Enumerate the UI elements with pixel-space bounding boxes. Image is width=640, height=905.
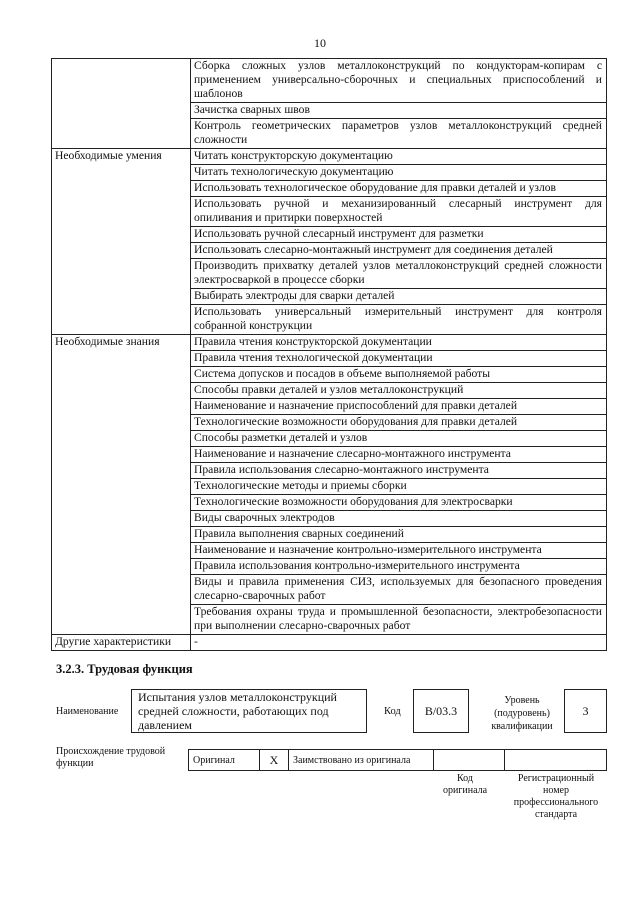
- knowledge-item: Наименование и назначение приспособлений для правки деталей: [191, 399, 607, 415]
- function-name-value: Испытания узлов металлоконструкций средней сложности, работающих под давлением: [138, 690, 337, 732]
- action-row: [52, 59, 607, 103]
- knowledge-item: Правила чтения конструкторской документации: [191, 335, 607, 351]
- level-value: 3: [582, 703, 589, 718]
- section-title: 3.2.3. Трудовая функция: [56, 662, 193, 676]
- skill-item: Использовать ручной слесарный инструмент для разметки: [191, 227, 607, 243]
- skill-item: Читать технологическую документацию: [191, 165, 607, 181]
- knowledge-row: [52, 335, 607, 351]
- skill-item: Читать конструкторскую документацию: [191, 149, 607, 165]
- knowledge-item: Виды сварочных электродов: [191, 511, 607, 527]
- knowledge-item: Правила чтения технологической документации: [191, 351, 607, 367]
- page-number: 10: [314, 36, 326, 50]
- knowledge-item: Наименование и назначение слесарно-монтажного инструмента: [191, 447, 607, 463]
- code-value: B/03.3: [424, 703, 458, 718]
- action-item: Контроль геометрических параметров узлов металлоконструкций средней сложности: [191, 119, 607, 149]
- knowledge-item: Правила использования контрольно-измерительного инструмента: [191, 559, 607, 575]
- origin-code-cell: [434, 750, 505, 771]
- original-label: Оригинал: [193, 754, 235, 766]
- skill-label: Необходимые умения: [52, 149, 191, 335]
- function-name-box: [131, 689, 367, 733]
- skill-item: Использовать слесарно-монтажный инструмент для соединения деталей: [191, 243, 607, 259]
- knowledge-item: Способы правки деталей и узлов металлоконструкций: [191, 383, 607, 399]
- original-mark-cell: [260, 750, 289, 771]
- skill-row: [52, 149, 607, 165]
- action-item: Сборка сложных узлов металлоконструкций по кондукторам-копирам с применением универсально-сборочных и специальных приспособлений и шаблонов: [191, 59, 607, 103]
- knowledge-item: Требования охраны труда и промышленной безопасности, электробезопасности при выполнении слесарно-сварочных работ: [191, 605, 607, 635]
- borrowed-label: Заимствовано из оригинала: [293, 754, 411, 766]
- skill-item: Использовать ручной и механизированный слесарный инструмент для опиливания и притирки поверхностей: [191, 197, 607, 227]
- knowledge-item: Система допусков и посадов в объеме выполняемой работы: [191, 367, 607, 383]
- skill-item: Использовать технологическое оборудование для правки деталей и узлов: [191, 181, 607, 197]
- knowledge-item: Способы разметки деталей и узлов: [191, 431, 607, 447]
- other-value: -: [191, 635, 607, 651]
- knowledge-item: Виды и правила применения СИЗ, используемых для безопасного проведения слесарно-сварочных работ: [191, 575, 607, 605]
- action-item: Зачистка сварных швов: [191, 103, 607, 119]
- other-row: [52, 635, 607, 651]
- knowledge-label: Необходимые знания: [52, 335, 191, 635]
- borrowed-label-cell: [289, 750, 434, 771]
- other-label: Другие характеристики: [52, 635, 191, 651]
- competency-table: [51, 58, 607, 651]
- skill-item: Использовать универсальный измерительный инструмент для контроля собранной конструкции: [191, 305, 607, 335]
- skill-item: Выбирать электроды для сварки деталей: [191, 289, 607, 305]
- reg-number-caption: Регистрационный номер профессионального стандарта: [513, 773, 599, 820]
- code-box: [413, 689, 469, 733]
- knowledge-item: Правила выполнения сварных соединений: [191, 527, 607, 543]
- code-label: Код: [384, 706, 401, 717]
- reg-number-cell: [505, 750, 607, 771]
- level-box: [564, 689, 607, 733]
- origin-code-caption: Код оригинала: [442, 773, 488, 796]
- name-label: Наименование: [56, 706, 119, 717]
- knowledge-item: Правила использования слесарно-монтажного инструмента: [191, 463, 607, 479]
- knowledge-item: Наименование и назначение контрольно-измерительного инструмента: [191, 543, 607, 559]
- original-label-cell: [189, 750, 260, 771]
- origin-table: [188, 749, 607, 771]
- level-label: Уровень (подуровень) квалификации: [491, 695, 553, 732]
- origin-label: Происхождение трудовой функции: [56, 746, 166, 769]
- skill-item: Производить прихватку деталей узлов металлоконструкций средней сложности электросваркой в процессе сборки: [191, 259, 607, 289]
- knowledge-item: Технологические возможности оборудования для правки деталей: [191, 415, 607, 431]
- original-mark: X: [269, 752, 279, 767]
- knowledge-item: Технологические возможности оборудования для электросварки: [191, 495, 607, 511]
- action-label: [52, 59, 191, 149]
- knowledge-item: Технологические методы и приемы сборки: [191, 479, 607, 495]
